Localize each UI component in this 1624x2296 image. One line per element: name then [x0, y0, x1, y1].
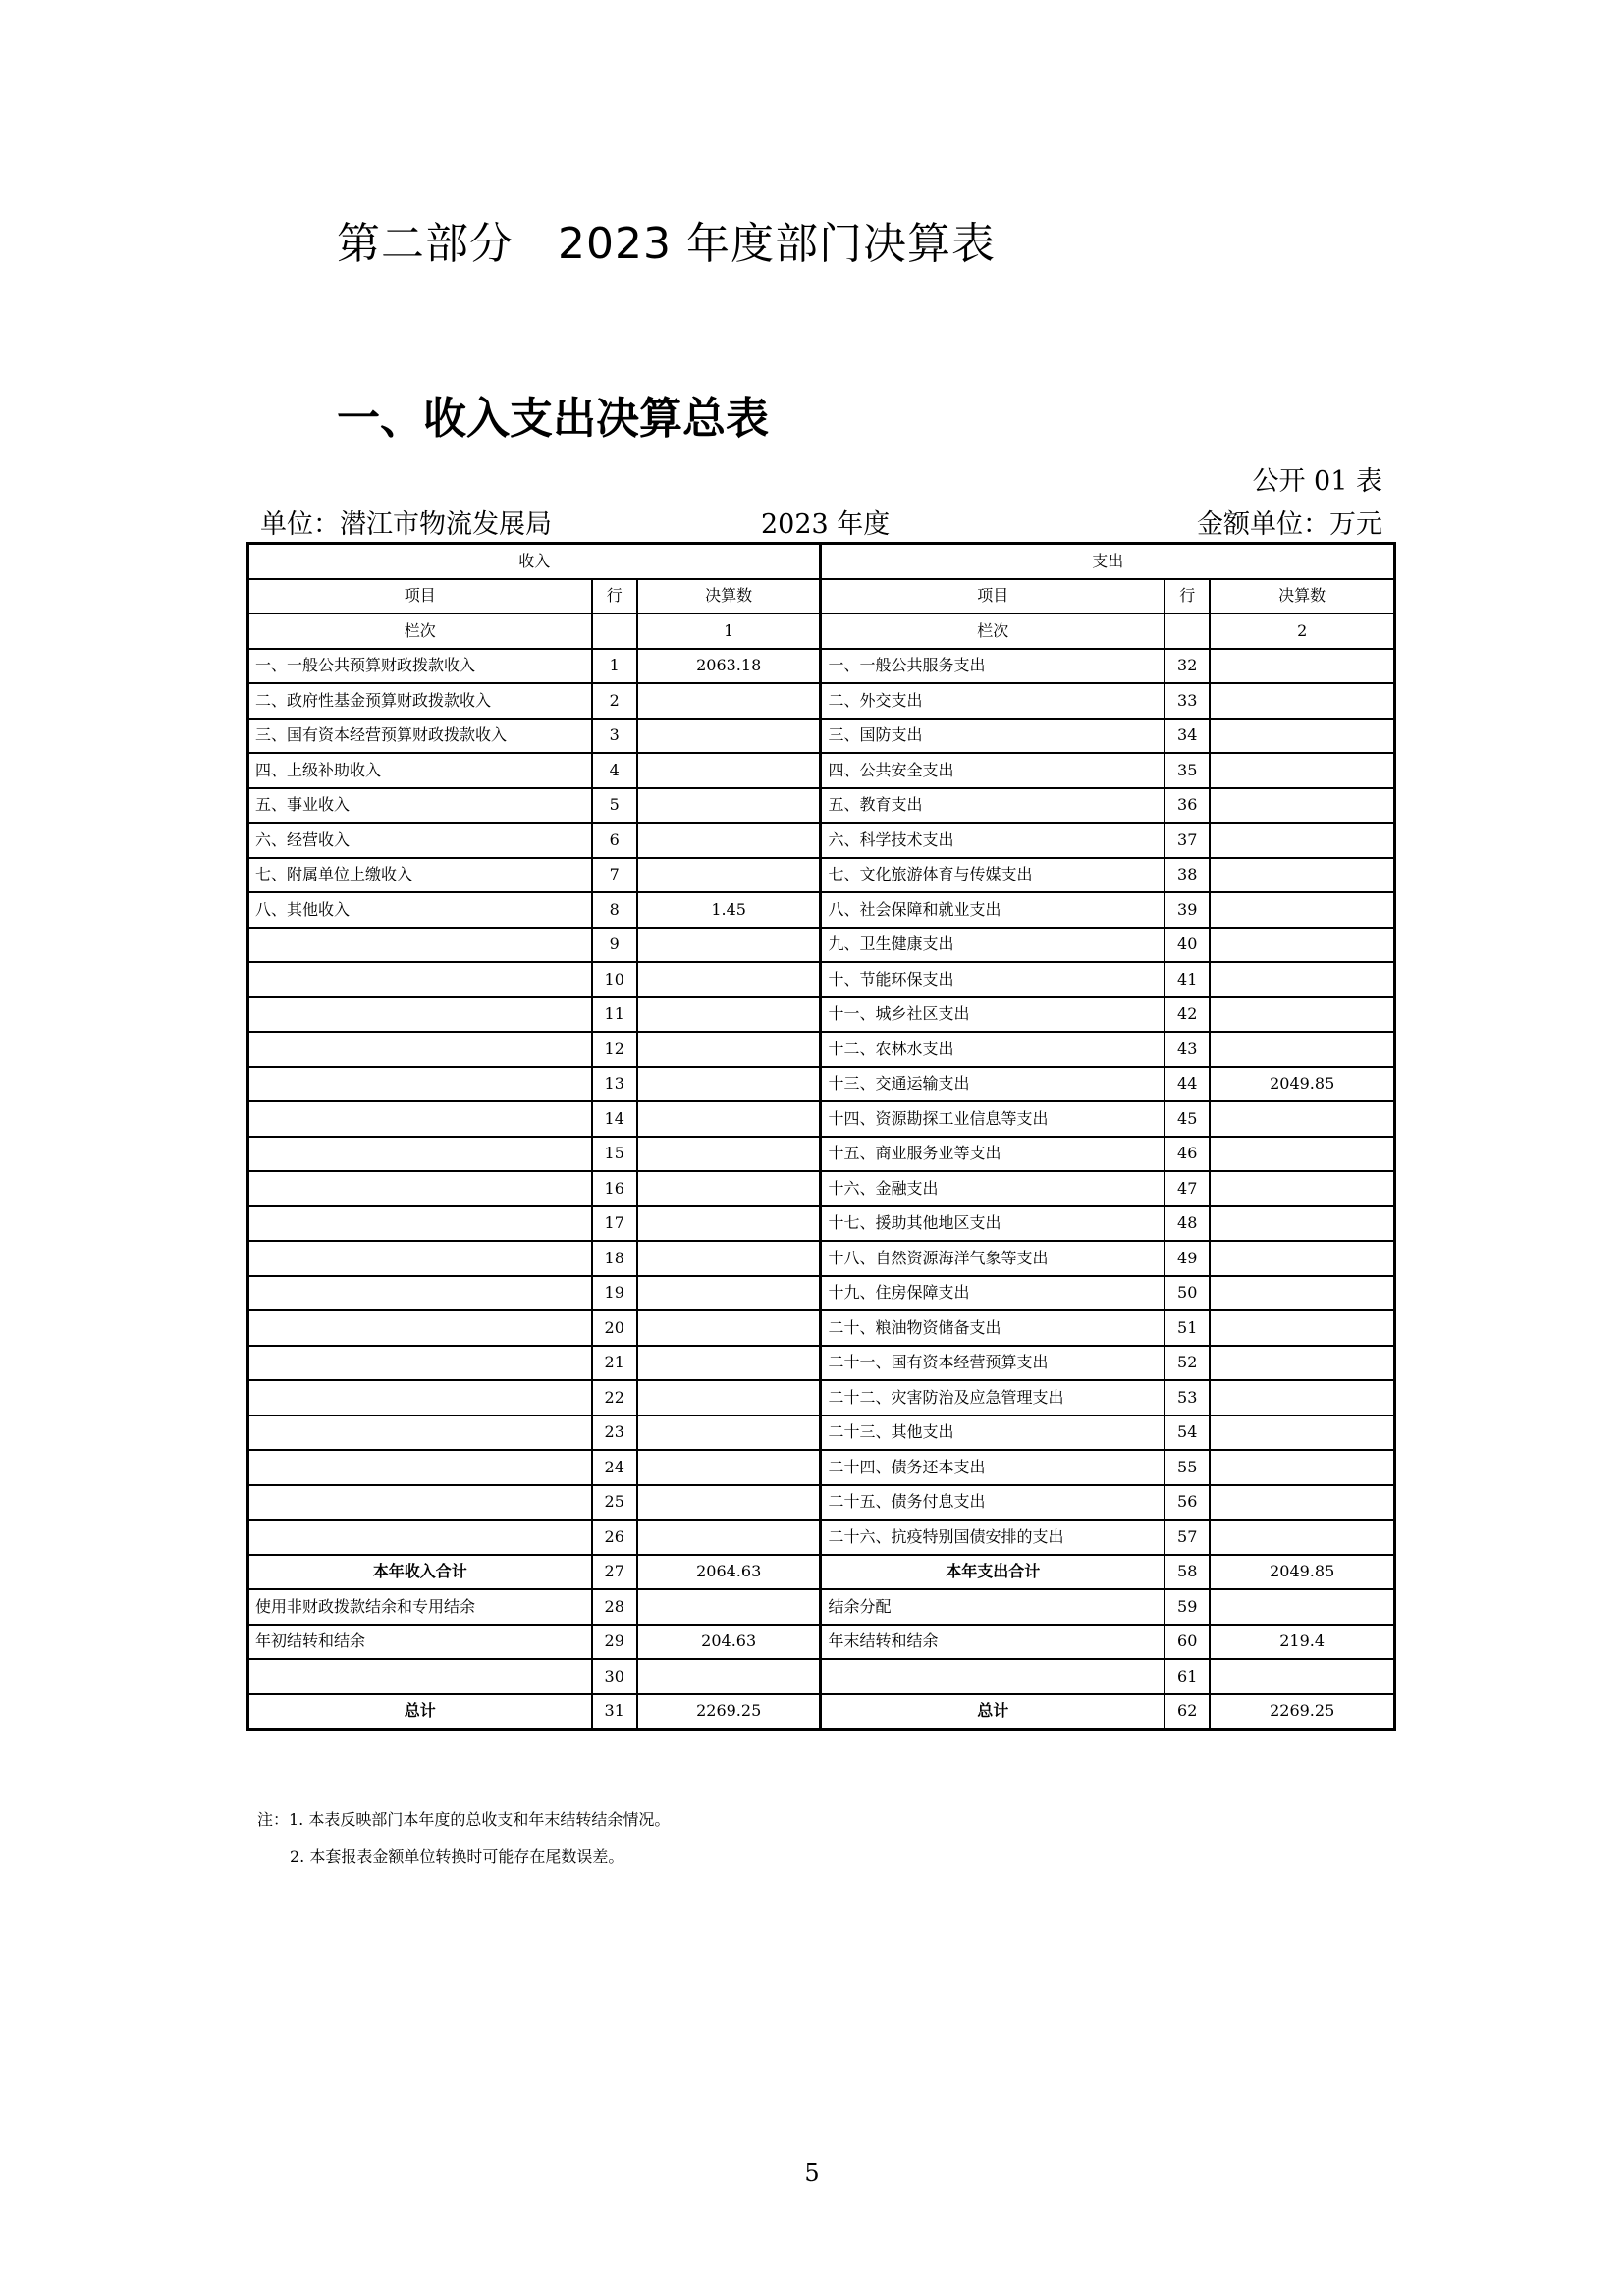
expense-item: 十四、资源勘探工业信息等支出 [821, 1101, 1164, 1137]
form-number: 公开 01 表 [1252, 466, 1382, 497]
expense-amount [1210, 1520, 1394, 1555]
expense-item: 七、文化旅游体育与传媒支出 [821, 858, 1164, 893]
income-line: 8 [592, 892, 637, 928]
income-amount [637, 1276, 821, 1311]
expense-item: 十一、城乡社区支出 [821, 997, 1164, 1033]
expense-item [821, 1659, 1164, 1694]
column-label-income: 栏次 [248, 614, 592, 649]
income-amount [637, 1241, 821, 1276]
income-line: 18 [592, 1241, 637, 1276]
expense-line: 46 [1164, 1137, 1210, 1172]
column-label-expense: 栏次 [821, 614, 1164, 649]
income-item: 七、附属单位上缴收入 [248, 858, 592, 893]
expense-line: 37 [1164, 823, 1210, 858]
expense-item: 二十五、债务付息支出 [821, 1485, 1164, 1521]
income-line: 2 [592, 683, 637, 719]
expense-item: 年末结转和结余 [821, 1625, 1164, 1660]
expense-item: 本年支出合计 [821, 1555, 1164, 1590]
income-item: 四、上级补助收入 [248, 753, 592, 788]
table-row [248, 858, 1395, 893]
expense-line: 33 [1164, 683, 1210, 719]
income-item: 六、经营收入 [248, 823, 592, 858]
income-amount [637, 1589, 821, 1625]
table-row [248, 962, 1395, 997]
income-line: 30 [592, 1659, 637, 1694]
income-item [248, 1137, 592, 1172]
expense-line: 61 [1164, 1659, 1210, 1694]
income-amount [637, 962, 821, 997]
expense-amount [1210, 788, 1394, 824]
table-row [248, 1415, 1395, 1451]
part-title: 第二部分 2023 年度部门决算表 [337, 219, 996, 269]
expense-item: 总计 [821, 1694, 1164, 1730]
income-item [248, 1032, 592, 1067]
expense-amount: 2269.25 [1210, 1694, 1394, 1730]
expense-line: 50 [1164, 1276, 1210, 1311]
income-amount [637, 1380, 821, 1415]
expense-item: 十五、商业服务业等支出 [821, 1137, 1164, 1172]
income-amount: 1.45 [637, 892, 821, 928]
table-row [248, 1659, 1395, 1694]
expense-amount [1210, 823, 1394, 858]
year-label: 2023 年度 [761, 509, 891, 540]
income-line: 10 [592, 962, 637, 997]
income-line: 11 [592, 997, 637, 1033]
expense-line: 62 [1164, 1694, 1210, 1730]
income-line: 20 [592, 1310, 637, 1346]
expense-amount [1210, 1415, 1394, 1451]
expense-amount [1210, 1101, 1394, 1137]
expense-amount [1210, 1276, 1394, 1311]
income-amount [637, 719, 821, 754]
income-line: 6 [592, 823, 637, 858]
expense-item: 一、一般公共服务支出 [821, 649, 1164, 684]
income-item [248, 1520, 592, 1555]
expense-line: 54 [1164, 1415, 1210, 1451]
expense-amount [1210, 1206, 1394, 1242]
column-blank-expense [1164, 614, 1210, 649]
income-amount: 2063.18 [637, 649, 821, 684]
expense-line: 55 [1164, 1450, 1210, 1485]
income-line: 14 [592, 1101, 637, 1137]
table-row [248, 719, 1395, 754]
expense-amount [1210, 892, 1394, 928]
income-item: 八、其他收入 [248, 892, 592, 928]
expense-item: 九、卫生健康支出 [821, 928, 1164, 963]
income-item [248, 1067, 592, 1102]
table-row [248, 1101, 1395, 1137]
expense-line: 51 [1164, 1310, 1210, 1346]
table-row [248, 1171, 1395, 1206]
table-row [248, 928, 1395, 963]
income-line: 29 [592, 1625, 637, 1660]
expense-item: 二十一、国有资本经营预算支出 [821, 1346, 1164, 1381]
expense-amount [1210, 858, 1394, 893]
table-row [248, 1555, 1395, 1590]
table-header-sections [248, 544, 1395, 579]
expense-amount [1210, 649, 1394, 684]
expense-amount [1210, 1346, 1394, 1381]
income-amount [637, 788, 821, 824]
expense-line: 32 [1164, 649, 1210, 684]
money-unit-label: 金额单位：万元 [1197, 509, 1382, 540]
expense-item: 二、外交支出 [821, 683, 1164, 719]
table-row [248, 1032, 1395, 1067]
income-amount: 204.63 [637, 1625, 821, 1660]
expense-amount [1210, 1241, 1394, 1276]
income-amount [637, 823, 821, 858]
note-1: 注：1. 本表反映部门本年度的总收支和年末结转结余情况。 [257, 1810, 671, 1829]
income-item: 总计 [248, 1694, 592, 1730]
table-row [248, 1450, 1395, 1485]
table-row [248, 1310, 1395, 1346]
expense-amount [1210, 1032, 1394, 1067]
column-blank-income [592, 614, 637, 649]
income-item [248, 1241, 592, 1276]
income-item [248, 1415, 592, 1451]
income-item [248, 1206, 592, 1242]
income-amount [637, 1485, 821, 1521]
income-line: 15 [592, 1137, 637, 1172]
expense-amount [1210, 1659, 1394, 1694]
income-line: 31 [592, 1694, 637, 1730]
expense-amount [1210, 1589, 1394, 1625]
income-item [248, 1450, 592, 1485]
expense-item: 十六、金融支出 [821, 1171, 1164, 1206]
unit-label: 单位：潜江市物流发展局 [260, 509, 552, 540]
income-item [248, 1101, 592, 1137]
expense-header: 支出 [821, 544, 1395, 579]
expense-item: 十八、自然资源海洋气象等支出 [821, 1241, 1164, 1276]
expense-amount [1210, 1485, 1394, 1521]
col-item-income: 项目 [248, 579, 592, 614]
note-2: 2. 本套报表金额单位转换时可能存在尾数误差。 [290, 1847, 624, 1866]
expense-item: 二十六、抗疫特别国债安排的支出 [821, 1520, 1164, 1555]
column-no-expense: 2 [1210, 614, 1394, 649]
expense-line: 36 [1164, 788, 1210, 824]
income-amount [637, 1206, 821, 1242]
income-amount: 2269.25 [637, 1694, 821, 1730]
table-header-column-numbers [248, 614, 1395, 649]
col-item-expense: 项目 [821, 579, 1164, 614]
expense-line: 48 [1164, 1206, 1210, 1242]
income-amount [637, 858, 821, 893]
table-row [248, 683, 1395, 719]
income-amount [637, 1137, 821, 1172]
expense-amount [1210, 1380, 1394, 1415]
expense-item: 二十、粮油物资储备支出 [821, 1310, 1164, 1346]
income-line: 23 [592, 1415, 637, 1451]
col-amount-expense: 决算数 [1210, 579, 1394, 614]
expense-item: 十九、住房保障支出 [821, 1276, 1164, 1311]
income-item: 年初结转和结余 [248, 1625, 592, 1660]
table-row [248, 753, 1395, 788]
income-line: 4 [592, 753, 637, 788]
income-item [248, 1171, 592, 1206]
page-number: 5 [804, 2160, 820, 2187]
expense-line: 53 [1164, 1380, 1210, 1415]
expense-item: 结余分配 [821, 1589, 1164, 1625]
expense-item: 二十四、债务还本支出 [821, 1450, 1164, 1485]
expense-item: 八、社会保障和就业支出 [821, 892, 1164, 928]
expense-line: 43 [1164, 1032, 1210, 1067]
expense-item: 三、国防支出 [821, 719, 1164, 754]
notes [257, 1801, 670, 1876]
income-line: 22 [592, 1380, 637, 1415]
section-title: 一、收入支出决算总表 [337, 394, 769, 444]
income-amount [637, 1450, 821, 1485]
income-amount [637, 683, 821, 719]
table-row [248, 1241, 1395, 1276]
expense-line: 60 [1164, 1625, 1210, 1660]
expense-line: 39 [1164, 892, 1210, 928]
income-header: 收入 [248, 544, 821, 579]
income-item: 使用非财政拨款结余和专用结余 [248, 1589, 592, 1625]
income-line: 24 [592, 1450, 637, 1485]
income-line: 25 [592, 1485, 637, 1521]
income-item: 五、事业收入 [248, 788, 592, 824]
table-row [248, 1625, 1395, 1660]
income-line: 1 [592, 649, 637, 684]
income-line: 21 [592, 1346, 637, 1381]
table-row [248, 1276, 1395, 1311]
income-item [248, 928, 592, 963]
expense-item: 十七、援助其他地区支出 [821, 1206, 1164, 1242]
expense-amount [1210, 997, 1394, 1033]
table-header-columns [248, 579, 1395, 614]
col-line-income: 行 [592, 579, 637, 614]
expense-amount [1210, 1450, 1394, 1485]
income-item: 二、政府性基金预算财政拨款收入 [248, 683, 592, 719]
income-line: 13 [592, 1067, 637, 1102]
unit-row [260, 503, 1382, 538]
expense-line: 58 [1164, 1555, 1210, 1590]
income-line: 28 [592, 1589, 637, 1625]
table-row [248, 788, 1395, 824]
income-item [248, 1380, 592, 1415]
table-row [248, 892, 1395, 928]
income-amount [637, 1415, 821, 1451]
income-amount [637, 1346, 821, 1381]
income-line: 7 [592, 858, 637, 893]
income-item: 本年收入合计 [248, 1555, 592, 1590]
expense-item: 十三、交通运输支出 [821, 1067, 1164, 1102]
table-row [248, 1137, 1395, 1172]
expense-amount: 219.4 [1210, 1625, 1394, 1660]
income-item [248, 1276, 592, 1311]
income-item [248, 1659, 592, 1694]
income-item [248, 962, 592, 997]
income-item [248, 1346, 592, 1381]
expense-item: 二十二、灾害防治及应急管理支出 [821, 1380, 1164, 1415]
table-row [248, 1520, 1395, 1555]
income-item: 一、一般公共预算财政拨款收入 [248, 649, 592, 684]
expense-amount [1210, 1137, 1394, 1172]
income-line: 3 [592, 719, 637, 754]
table-row [248, 997, 1395, 1033]
income-item [248, 1485, 592, 1521]
expense-amount [1210, 1310, 1394, 1346]
expense-line: 42 [1164, 997, 1210, 1033]
col-amount-income: 决算数 [637, 579, 821, 614]
expense-item: 四、公共安全支出 [821, 753, 1164, 788]
income-line: 26 [592, 1520, 637, 1555]
income-amount [637, 1101, 821, 1137]
expense-amount [1210, 753, 1394, 788]
expense-line: 40 [1164, 928, 1210, 963]
income-line: 16 [592, 1171, 637, 1206]
table-row [248, 1067, 1395, 1102]
expense-amount [1210, 719, 1394, 754]
expense-line: 57 [1164, 1520, 1210, 1555]
table-row [248, 1589, 1395, 1625]
col-line-expense: 行 [1164, 579, 1210, 614]
expense-line: 49 [1164, 1241, 1210, 1276]
income-item [248, 1310, 592, 1346]
income-amount [637, 1659, 821, 1694]
expense-item: 五、教育支出 [821, 788, 1164, 824]
income-item [248, 997, 592, 1033]
expense-item: 十、节能环保支出 [821, 962, 1164, 997]
expense-line: 41 [1164, 962, 1210, 997]
income-expense-table [246, 542, 1396, 1731]
income-line: 5 [592, 788, 637, 824]
income-item: 三、国有资本经营预算财政拨款收入 [248, 719, 592, 754]
expense-item: 六、科学技术支出 [821, 823, 1164, 858]
expense-amount [1210, 928, 1394, 963]
income-amount [637, 1310, 821, 1346]
expense-line: 38 [1164, 858, 1210, 893]
table-row [248, 1380, 1395, 1415]
table-row [248, 1346, 1395, 1381]
income-line: 12 [592, 1032, 637, 1067]
table-row [248, 1206, 1395, 1242]
income-amount [637, 1520, 821, 1555]
income-amount [637, 997, 821, 1033]
income-amount: 2064.63 [637, 1555, 821, 1590]
expense-line: 47 [1164, 1171, 1210, 1206]
table-row [248, 1485, 1395, 1521]
expense-amount [1210, 962, 1394, 997]
expense-amount [1210, 1171, 1394, 1206]
income-amount [637, 1032, 821, 1067]
income-line: 17 [592, 1206, 637, 1242]
expense-line: 44 [1164, 1067, 1210, 1102]
income-line: 9 [592, 928, 637, 963]
expense-item: 十二、农林水支出 [821, 1032, 1164, 1067]
expense-line: 52 [1164, 1346, 1210, 1381]
expense-line: 35 [1164, 753, 1210, 788]
table-row [248, 649, 1395, 684]
column-no-income: 1 [637, 614, 821, 649]
income-line: 19 [592, 1276, 637, 1311]
table-row [248, 823, 1395, 858]
expense-item: 二十三、其他支出 [821, 1415, 1164, 1451]
income-amount [637, 1171, 821, 1206]
expense-amount: 2049.85 [1210, 1555, 1394, 1590]
income-amount [637, 753, 821, 788]
expense-line: 56 [1164, 1485, 1210, 1521]
table-row [248, 1694, 1395, 1730]
expense-line: 59 [1164, 1589, 1210, 1625]
expense-amount: 2049.85 [1210, 1067, 1394, 1102]
expense-line: 45 [1164, 1101, 1210, 1137]
income-amount [637, 928, 821, 963]
income-amount [637, 1067, 821, 1102]
income-line: 27 [592, 1555, 637, 1590]
expense-line: 34 [1164, 719, 1210, 754]
expense-amount [1210, 683, 1394, 719]
